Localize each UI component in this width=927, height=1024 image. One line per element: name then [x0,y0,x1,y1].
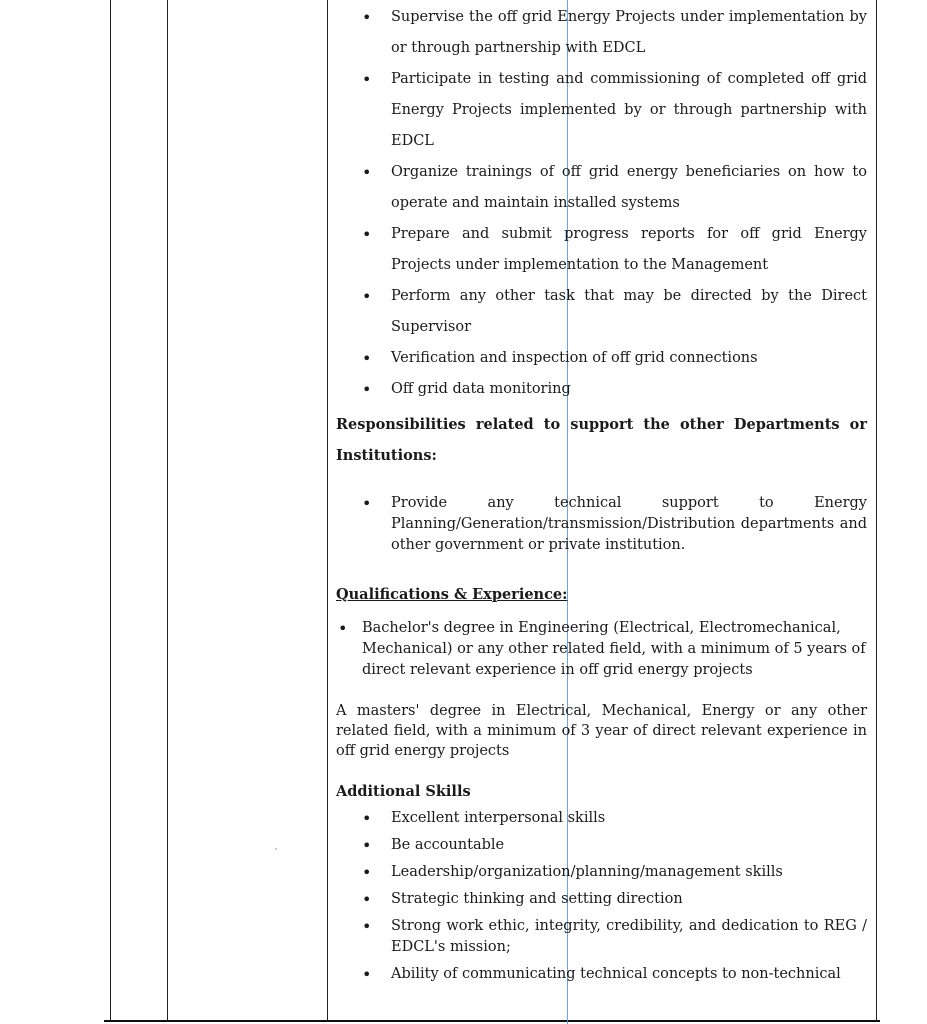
table-bottom-border [104,1020,880,1022]
duties-list [336,2,867,405]
table-border-right [876,0,877,1021]
list-item: • Strategic thinking and setting direction [336,889,867,910]
list-item: • Strong work ethic, integrity, credibility, and dedication to REG / EDCL's mission; [336,916,867,958]
table-border-left [110,0,111,1021]
table-column-divider-1 [167,0,168,1021]
table-cell-content [336,2,867,991]
support-heading: Responsibilities related to support the other Departments or Institutions: [336,416,867,464]
skills-heading: Additional Skills [336,783,471,800]
list-item: • Excellent interpersonal skills [336,808,867,829]
list-item: • Ability of communicating technical concepts to non-technical [336,964,867,985]
scan-speck [275,848,277,850]
masters-paragraph: A masters' degree in Electrical, Mechanical, Energy or any other related field, with a minimum of 3 year of direct relevant experience in off grid energy projects [336,703,867,759]
skills-list [336,808,867,985]
qualifications-list [336,618,867,681]
table-column-divider-2 [327,0,328,1021]
list-item: • Perform any other task that may be directed by the Direct Supervisor [336,281,867,343]
list-item: • Provide any technical support to Energy Planning/Generation/transmission/Distribution departments and other government or private institution. [336,493,867,556]
qualifications-heading: Qualifications & Experience: [336,586,568,603]
list-item: • Be accountable [336,835,867,856]
list-item: • Bachelor's degree in Engineering (Electrical, Electromechanical, Mechanical) or any other related field, with a minimum of 5 years of direct relevant experience in off grid energy projects [336,618,867,681]
list-item: • Leadership/organization/planning/management skills [336,862,867,883]
list-item: • Verification and inspection of off grid connections [336,343,867,374]
support-list [336,493,867,556]
list-item: • Supervise the off grid Energy Projects under implementation by or through partnership with EDCL [336,2,867,64]
list-item: • Participate in testing and commissioning of completed off grid Energy Projects implemented by or through partnership with EDCL [336,64,867,157]
list-item: • Off grid data monitoring [336,374,867,405]
list-item: • Organize trainings of off grid energy beneficiaries on how to operate and maintain installed systems [336,157,867,219]
list-item: • Prepare and submit progress reports for off grid Energy Projects under implementation to the Management [336,219,867,281]
